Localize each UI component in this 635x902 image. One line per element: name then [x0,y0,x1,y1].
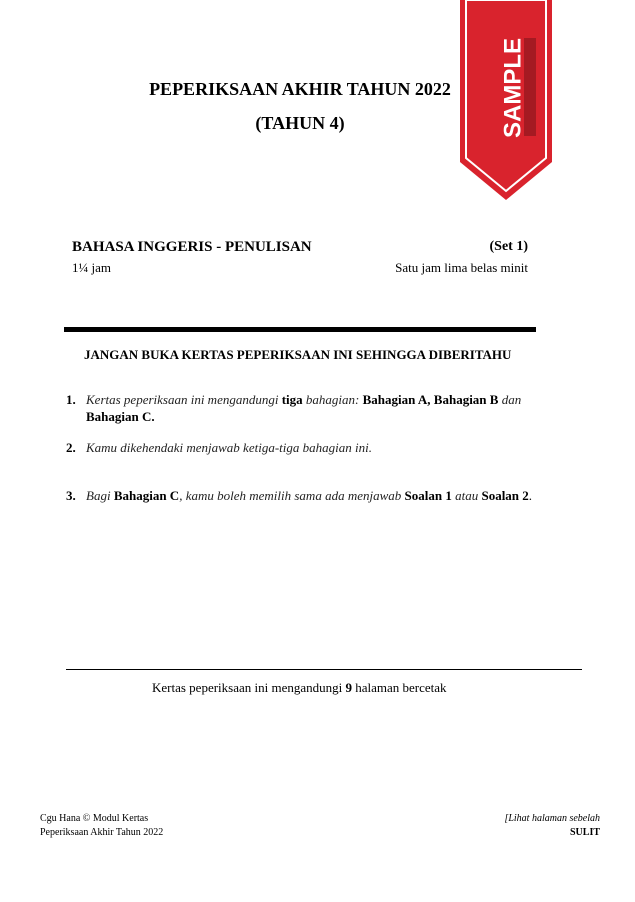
footer-credit-line: Cgu Hana © Modul Kertas [40,813,149,824]
instruction-bold: Bahagian C [113,488,180,503]
duration-words: Satu jam lima belas minit [395,260,528,275]
instruction-3 [66,487,536,504]
instruction-text: Bagi [86,488,114,503]
warning-notice: JANGAN BUKA KERTAS PEPERIKSAAN INI SEHINGGA DIBERITAHU [84,347,512,362]
instruction-bold: Soalan 2 [481,488,529,503]
instruction-text: bahagian: [302,392,363,407]
page-count-note [152,680,447,696]
instruction-bold: tiga [281,392,303,407]
instruction-text: Kamu dikehendaki menjawab ketiga-tiga bahagian ini. [86,440,372,455]
footer-credit [40,812,163,840]
instruction-bold: Soalan 1 [404,488,452,503]
instruction-1 [66,391,536,425]
duration-short: 1¼ jam [72,260,111,275]
instruction-text: dan [498,392,522,407]
next-page-label: [Lihat halaman sebelah [504,813,600,824]
instruction-2 [66,439,536,456]
instruction-bold: Bahagian C. [86,409,155,424]
instruction-number: 3. [66,488,76,503]
thin-divider [66,669,582,670]
set-label: (Set 1) [489,239,528,254]
stamp-text: SAMPLE [499,37,527,139]
thick-divider [64,327,536,332]
instruction-number: 1. [66,392,76,407]
instruction-text: , kamu boleh memilih sama ada menjawab [179,488,405,503]
page-count-text: Kertas peperiksaan ini mengandungi [152,680,346,695]
subject-name: BAHASA INGGERIS - PENULISAN [72,239,312,255]
classification-label: SULIT [569,827,600,838]
sample-ribbon-stamp [460,0,552,200]
instruction-bold: Bahagian A, Bahagian B [362,392,499,407]
page-count-text: halaman bercetak [352,680,447,695]
instruction-text: Kertas peperiksaan ini mengandungi [86,392,282,407]
exam-title: PEPERIKSAAN AKHIR TAHUN 2022 [149,79,451,99]
exam-year-level: (TAHUN 4) [255,113,345,133]
footer-credit-line: Peperiksaan Akhir Tahun 2022 [40,827,164,838]
instruction-number: 2. [66,440,76,455]
page-count-number: 9 [345,680,352,695]
instruction-text: atau [451,488,482,503]
instruction-text: . [528,488,533,503]
footer-next-page [504,812,600,840]
